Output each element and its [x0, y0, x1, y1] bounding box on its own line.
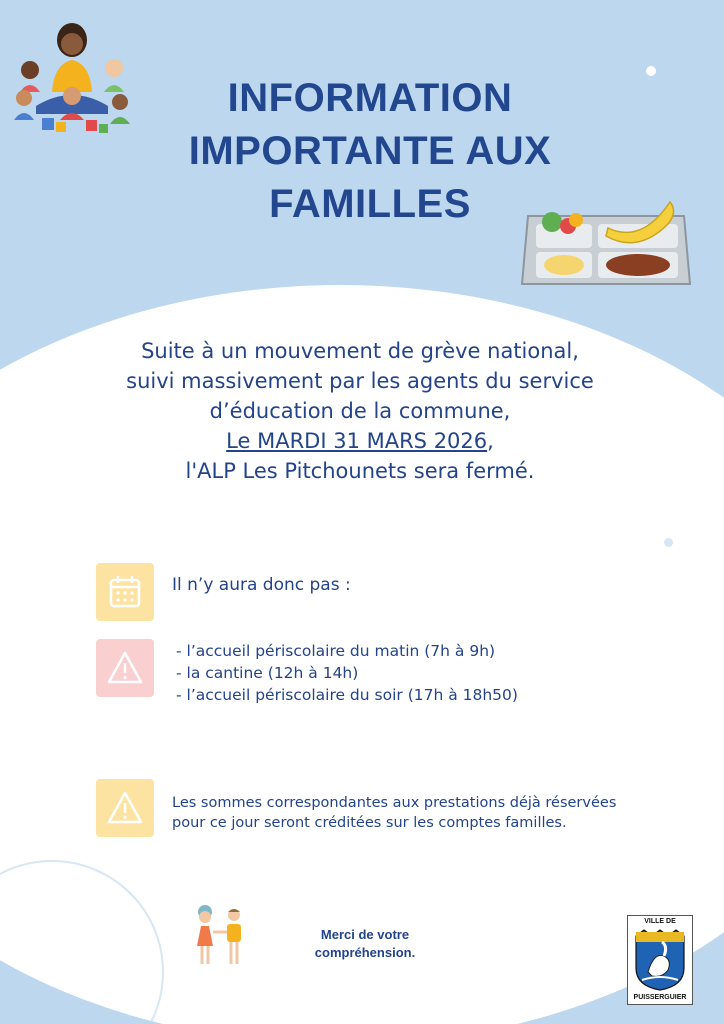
- list-item: - la cantine (12h à 14h): [176, 664, 359, 682]
- title-line: FAMILLES: [269, 182, 471, 226]
- announcement-line: suivi massivement par les agents du service: [126, 369, 594, 393]
- warning-icon: [96, 779, 154, 837]
- list-item: - l’accueil périscolaire du matin (7h à 9h): [176, 642, 496, 660]
- warning-icon-box: [96, 779, 154, 837]
- title-line: IMPORTANTE AUX: [188, 129, 552, 173]
- decor-dot: [664, 538, 673, 547]
- refund-line: Les sommes correspondantes aux prestations déjà réservées: [172, 795, 617, 811]
- warning-icon: [96, 639, 154, 697]
- refund-line: pour ce jour seront créditées sur les comptes familles.: [172, 815, 567, 831]
- no-services-heading: Il n’y aura donc pas :: [172, 575, 351, 595]
- crest-top-text: VILLE DE: [644, 918, 676, 925]
- date-suffix: ,: [487, 429, 494, 453]
- announcement-line: Suite à un mouvement de grève national,: [141, 339, 579, 363]
- crest-shield-icon: [634, 928, 686, 992]
- calendar-icon-box: [96, 563, 154, 621]
- announcement: [40, 336, 680, 486]
- decor-dot: [646, 66, 656, 76]
- announcement-line: l'ALP Les Pitchounets sera fermé.: [185, 459, 535, 483]
- announcement-line: d’éducation de la commune,: [209, 399, 511, 423]
- title-line: INFORMATION: [227, 76, 513, 120]
- warning-icon-box: [96, 639, 154, 697]
- calendar-icon: [96, 563, 154, 621]
- two-children-illustration: [188, 902, 252, 968]
- refund-notice: [172, 793, 616, 833]
- nursery-illustration: [8, 14, 138, 136]
- closure-date: Le MARDI 31 MARS 2026: [226, 429, 488, 453]
- list-item: - l’accueil périscolaire du soir (17h à 18h50): [176, 686, 518, 704]
- page-title: [120, 72, 620, 231]
- thanks-line: compréhension.: [314, 945, 416, 960]
- no-services-list: [176, 640, 518, 706]
- announcement-date-line: [40, 426, 680, 456]
- crest-bottom-text: PUISSERGUIER: [633, 994, 687, 1001]
- town-crest: [627, 915, 693, 1005]
- thanks-message: [290, 926, 440, 962]
- thanks-line: Merci de votre: [320, 927, 410, 942]
